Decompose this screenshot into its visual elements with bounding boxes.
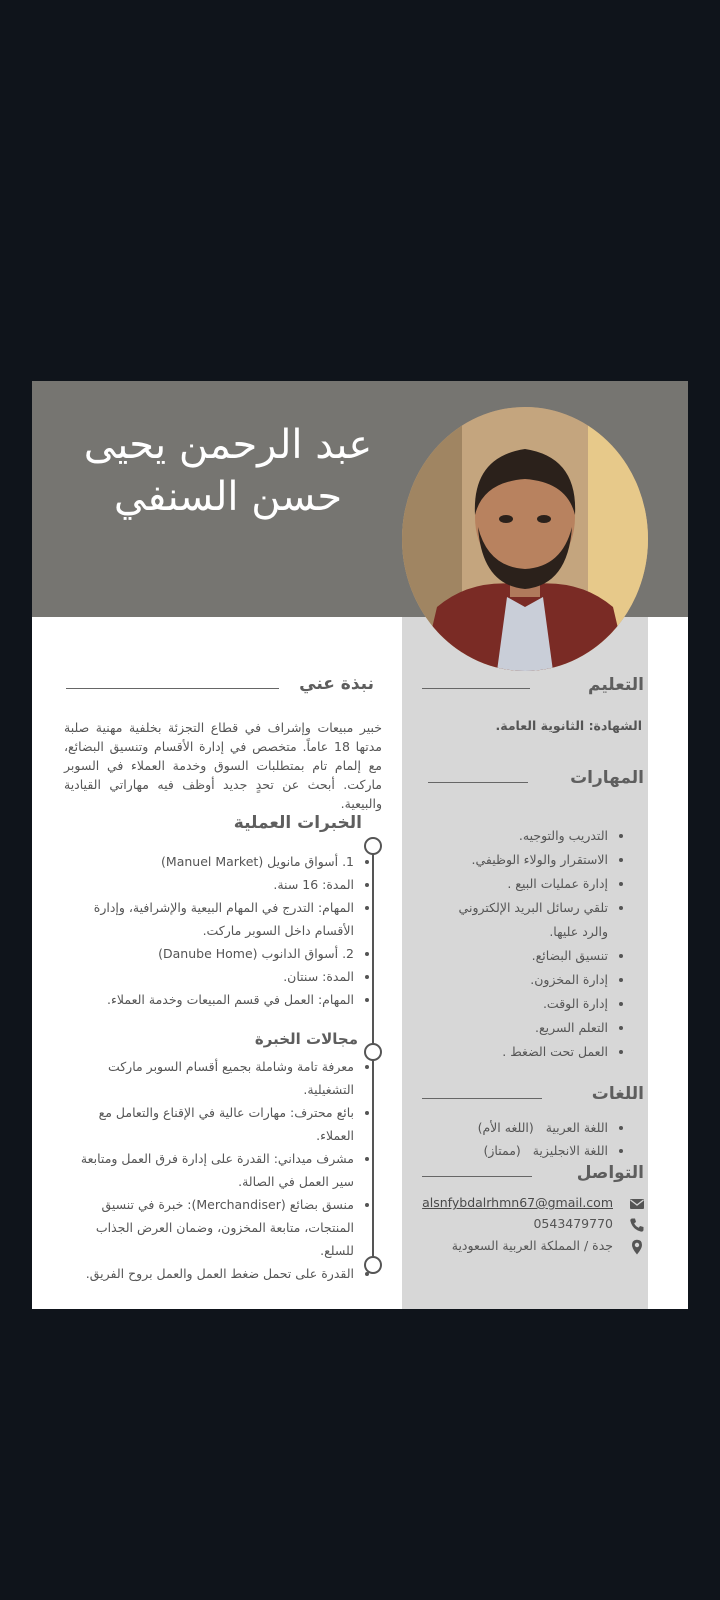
skills-title: المهارات bbox=[570, 768, 644, 788]
contact-location bbox=[430, 1238, 645, 1258]
list-item: • القدرة على تحمل ضغط العمل والعمل بروح الفريق. bbox=[62, 1262, 354, 1285]
list-item: • العمل تحت الضغط . bbox=[430, 1040, 608, 1064]
list-item: • منسق بضائع (Merchandiser): خبرة في تنسيق المنتجات، متابعة المخزون، وضمان العرض الجذاب للسلع. bbox=[62, 1193, 354, 1262]
location-pin-icon bbox=[629, 1239, 645, 1255]
education-title-rule bbox=[422, 688, 530, 689]
fields-list bbox=[62, 1055, 372, 1285]
applicant-name: عبد الرحمن يحيى حسن السنفي bbox=[83, 422, 373, 520]
skills-title-rule bbox=[428, 782, 528, 783]
languages-title: اللغات bbox=[591, 1084, 644, 1104]
list-item: • المهام: التدرج في المهام البيعية والإشرافية، وإدارة الأقسام داخل السوبر ماركت. bbox=[92, 896, 354, 942]
languages-title-rule bbox=[422, 1098, 542, 1099]
list-item: • الاستقرار والولاء الوظيفي. bbox=[430, 848, 608, 872]
list-item: • إدارة المخزون. bbox=[430, 968, 608, 992]
list-item: • التدريب والتوجيه. bbox=[430, 824, 608, 848]
list-item: • إدارة عمليات البيع . bbox=[430, 872, 608, 896]
list-item: • مشرف ميداني: القدرة على إدارة فرق العمل ومتابعة سير العمل في الصالة. bbox=[62, 1147, 354, 1193]
location-text: جدة / المملكة العربية السعودية bbox=[451, 1238, 613, 1253]
experience-title: الخبرات العملية bbox=[233, 813, 362, 833]
list-item: • اللغة الانجليزية (ممتاز) bbox=[430, 1139, 608, 1162]
contact-title-rule bbox=[422, 1176, 532, 1177]
list-item: • إدارة الوقت. bbox=[430, 992, 608, 1016]
about-title-rule bbox=[66, 688, 279, 689]
list-item: • المدة: سنتان. bbox=[92, 965, 354, 988]
education-title: التعليم bbox=[588, 675, 644, 695]
list-item: • معرفة تامة وشاملة بجميع أقسام السوبر ماركت التشغيلية. bbox=[62, 1055, 354, 1101]
contact-title: التواصل bbox=[576, 1163, 644, 1183]
contact-email[interactable] bbox=[422, 1195, 645, 1215]
experience-list bbox=[92, 850, 372, 1011]
email-icon bbox=[629, 1196, 645, 1212]
list-item: • تلقي رسائل البريد الإلكتروني والرد عليها. bbox=[430, 896, 608, 944]
list-item: • تنسيق البضائع. bbox=[430, 944, 608, 968]
list-item: • بائع محترف: مهارات عالية في الإقناع والتعامل مع العملاء. bbox=[62, 1101, 354, 1147]
about-title: نبذة عني bbox=[299, 674, 374, 694]
list-item: • اللغة العربية (اللغه الأم) bbox=[430, 1116, 608, 1139]
languages-list bbox=[430, 1116, 626, 1162]
phone-number: 0543479770 bbox=[533, 1216, 613, 1231]
list-item: • المهام: العمل في قسم المبيعات وخدمة العملاء. bbox=[92, 988, 354, 1011]
education-text: الشهادة: الثانوية العامة. bbox=[495, 718, 642, 733]
contact-phone[interactable] bbox=[430, 1216, 645, 1236]
email-link[interactable]: alsnfybdalrhmn67@gmail.com bbox=[422, 1195, 613, 1210]
list-item: • 1. أسواق مانويل (Manuel Market) bbox=[92, 850, 354, 873]
profile-photo bbox=[402, 407, 648, 671]
list-item: • المدة: 16 سنة. bbox=[92, 873, 354, 896]
resume-page bbox=[32, 381, 688, 1309]
list-item: • 2. أسواق الدانوب (Danube Home) bbox=[92, 942, 354, 965]
list-item: • التعلم السريع. bbox=[430, 1016, 608, 1040]
fields-title: مجالات الخبرة bbox=[254, 1030, 358, 1048]
about-text: خبير مبيعات وإشراف في قطاع التجزئة بخلفية مهنية صلبة مدتها 18 عاماً. متخصص في إدارة الأقسام وتنسيق البضائع، مع إلمام تام بمتطلبات السوق وخدمة العملاء في السوبر ماركت. أبحث عن تحدٍ جديد أوظف فيه مهاراتي القيادية والبيعية. bbox=[64, 720, 382, 811]
skills-list bbox=[430, 824, 626, 1064]
phone-icon bbox=[629, 1217, 645, 1233]
